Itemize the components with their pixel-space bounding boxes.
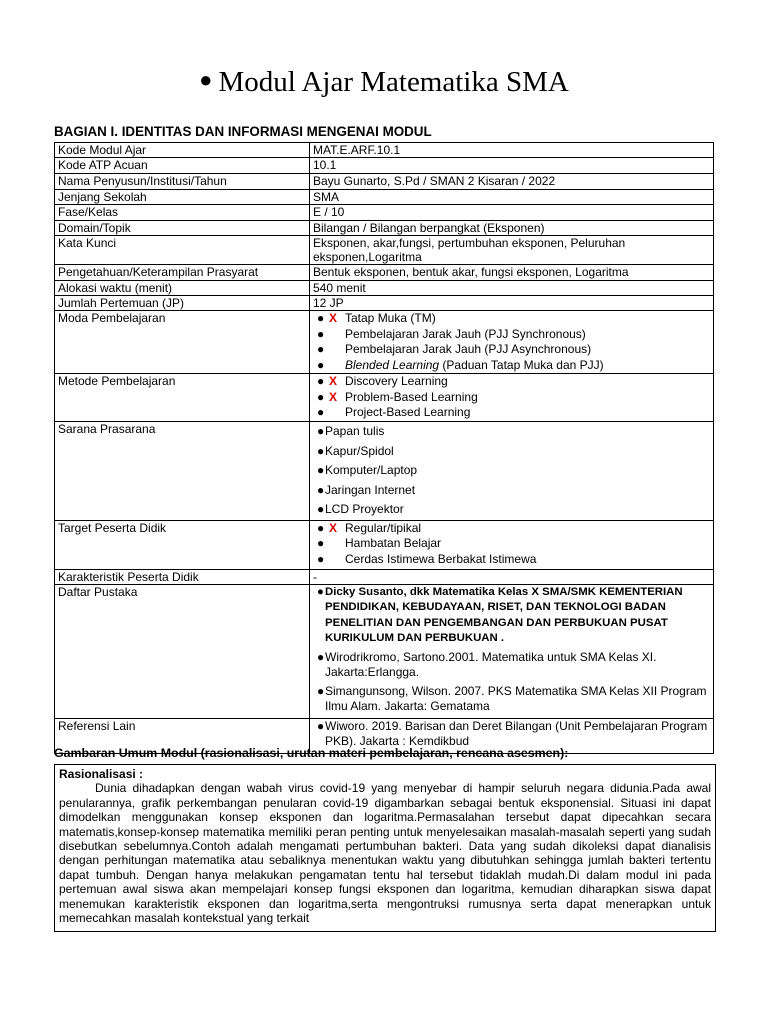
bullet-icon: ● <box>317 718 325 733</box>
row-label: Kata Kunci <box>55 236 310 265</box>
list-item <box>313 521 710 537</box>
row-label: Daftar Pustaka <box>55 584 310 718</box>
rationale-box <box>54 764 716 932</box>
list-item <box>313 585 710 647</box>
table-row <box>55 190 714 205</box>
row-value: Bayu Gunarto, S.Pd / SMAN 2 Kisaran / 2022 <box>310 174 714 190</box>
row-label: Pengetahuan/Keterampilan Prasyarat <box>55 265 310 281</box>
row-label: Target Peserta Didik <box>55 520 310 569</box>
bullet-icon: ● <box>317 424 325 438</box>
table-row <box>55 296 714 311</box>
list-item <box>313 422 710 442</box>
list-item <box>313 358 710 374</box>
row-label: Metode Pembelajaran <box>55 374 310 422</box>
list-item-text: Komputer/Laptop <box>325 463 418 477</box>
list-item <box>313 405 710 421</box>
row-value: E / 10 <box>310 205 714 221</box>
overview-heading: Gambaran Umum Modul (rasionalisasi, urutan materi pembelajaran, rencana asesmen): <box>54 746 569 760</box>
list-item-text: Discovery Learning <box>345 374 448 388</box>
table-row <box>55 520 714 569</box>
page-title <box>0 66 768 99</box>
bullet-icon: ● <box>317 311 325 325</box>
bullet-icon: ● <box>317 463 325 477</box>
section-title: BAGIAN I. IDENTITAS DAN INFORMASI MENGENAI MODUL <box>54 124 432 139</box>
list-item <box>313 552 710 568</box>
row-label: Kode ATP Acuan <box>55 158 310 174</box>
row-value: 540 menit <box>310 281 714 296</box>
table-row <box>55 281 714 296</box>
table-row <box>55 569 714 584</box>
bullet-icon: ● <box>317 649 325 664</box>
row-label: Referensi Lain <box>55 718 310 753</box>
row-value: - <box>310 569 714 584</box>
list-item-text: (Paduan Tatap Muka dan PJJ) <box>439 357 604 372</box>
row-value: Eksponen, akar,fungsi, pertumbuhan eksponen, Peluruhan eksponen,Logaritma <box>310 236 714 265</box>
list-item-text: Jaringan Internet <box>325 482 416 497</box>
list-item-text: Project-Based Learning <box>345 405 471 419</box>
list-item-text: Regular/tipikal <box>345 520 422 535</box>
bullet-icon: ● <box>317 683 325 698</box>
check-mark: X <box>329 374 338 388</box>
table-row <box>55 174 714 190</box>
table-row <box>55 311 714 374</box>
row-label: Jumlah Pertemuan (JP) <box>55 296 310 311</box>
sarana-list <box>313 422 710 520</box>
row-label: Fase/Kelas <box>55 205 310 221</box>
list-item <box>313 684 710 715</box>
list-item <box>313 719 710 750</box>
list-item <box>313 461 710 481</box>
table-row <box>55 143 714 158</box>
list-item <box>313 481 710 501</box>
referensi-list <box>313 719 710 750</box>
row-value <box>310 520 714 569</box>
list-item-italic: Blended Learning <box>345 357 440 372</box>
row-label: Sarana Prasarana <box>55 422 310 521</box>
list-item-text: Tatap Muka (TM) <box>345 311 436 325</box>
check-mark: X <box>329 389 338 404</box>
row-label: Karakteristik Peserta Didik <box>55 569 310 584</box>
bullet-icon: ● <box>317 389 325 404</box>
row-value <box>310 584 714 718</box>
list-item-text: Problem-Based Learning <box>345 389 478 404</box>
bullet-icon: ● <box>317 326 325 341</box>
bullet-icon: ● <box>317 536 325 550</box>
row-value <box>310 422 714 521</box>
row-value: MAT.E.ARF.10.1 <box>310 143 714 158</box>
bullet-icon: ● <box>317 482 325 497</box>
bullet-icon: ● <box>199 67 213 92</box>
row-value <box>310 311 714 374</box>
row-value <box>310 374 714 422</box>
list-item <box>313 500 710 520</box>
row-label: Moda Pembelajaran <box>55 311 310 374</box>
row-value: Bilangan / Bilangan berpangkat (Eksponen) <box>310 221 714 236</box>
table-row <box>55 221 714 236</box>
bullet-icon: ● <box>317 342 325 356</box>
bullet-icon: ● <box>317 357 325 372</box>
row-label: Kode Modul Ajar <box>55 143 310 158</box>
table-row <box>55 584 714 718</box>
list-item-text: Kapur/Spidol <box>325 443 394 458</box>
list-item-text: Dicky Susanto, dkk Matematika Kelas X SMA/SMK KEMENTERIAN PENDIDIKAN, KEBUDAYAAN, RISET, DAN TEKNOLOGI BADAN PENELITIAN DAN PENGEMBANGAN DAN PERBUKUAN PUSAT KURIKULUM DAN PERBUKUAN . <box>325 585 683 644</box>
list-item <box>313 311 710 327</box>
table-row <box>55 158 714 174</box>
row-value: SMA <box>310 190 714 205</box>
target-list <box>313 521 710 568</box>
list-item-text: Wiworo. 2019. Barisan dan Deret Bilangan (Unit Pembelajaran Program PKB). Jakarta : Kemdikbud <box>325 718 708 748</box>
bullet-icon: ● <box>317 374 325 388</box>
row-value: 10.1 <box>310 158 714 174</box>
list-item-text: Pembelajaran Jarak Jauh (PJJ Synchronous) <box>345 326 586 341</box>
list-item-text: Wirodrikromo, Sartono.2001. Matematika untuk SMA Kelas XI. Jakarta:Erlangga. <box>325 649 657 679</box>
list-item <box>313 390 710 406</box>
table-row <box>55 265 714 281</box>
row-value: Bentuk eksponen, bentuk akar, fungsi eksponen, Logaritma <box>310 265 714 281</box>
list-item-text: LCD Proyektor <box>325 502 404 516</box>
list-item-text: Pembelajaran Jarak Jauh (PJJ Asynchronous) <box>345 342 592 356</box>
list-item <box>313 374 710 390</box>
table-row <box>55 422 714 521</box>
bullet-icon: ● <box>317 405 325 419</box>
list-item-text: Hambatan Belajar <box>345 536 442 550</box>
row-label: Nama Penyusun/Institusi/Tahun <box>55 174 310 190</box>
list-item-text: Cerdas Istimewa Berbakat Istimewa <box>345 551 537 566</box>
row-label: Alokasi waktu (menit) <box>55 281 310 296</box>
module-identity-table <box>54 142 714 754</box>
list-item <box>313 536 710 552</box>
bullet-icon: ● <box>317 551 325 566</box>
bullet-icon: ● <box>317 585 324 598</box>
bullet-icon: ● <box>317 502 325 516</box>
row-label: Domain/Topik <box>55 221 310 236</box>
rationale-text: Dunia dihadapkan dengan wabah virus covid-19 yang menyebar di hampir seluruh negara didunia.Pada awal penularannya, grafik perkembangan penularan covid-19 digambarkan sebagai bentuk eksponensial. Situasi ini dapat dimodelkan menggunakan konsep eksponen dan logaritma.Permasalahan tersebut dapat dipecahkan secara matematis,konsep-konsep matematika memiliki peran penting untuk menyelesaikan masalah-masalah seperti yang sudah disebutkan sebelumnya.Contoh adalah mengamati pertumbuhan bakteri. Data yang sudah dikoleksi dapat dianalisis dengan perhitungan matematika atau sebaliknya menentukan waktu yang dibutuhkan sehingga jumlah bakteri tertentu dapat tumbuh. Dengan hanya melakukan pengamatan tentu hal tersebut tidaklah mudah.Di dalam modul ini pada pertemuan awal siswa akan mempelajari konsep fungsi eksponen dan logaritma, kemudian diharapkan siswa dapat menemukan karakteristik eksponen dan logaritma,serta mengontruksi rumusnya serta dapat menerapkan untuk memecahkan masalah kontekstual yang terkait <box>59 781 711 926</box>
list-item <box>313 650 710 681</box>
moda-list <box>313 311 710 373</box>
list-item <box>313 442 710 462</box>
list-item-text: Simangunsong, Wilson. 2007. PKS Matematika SMA Kelas XII Program Ilmu Alam. Jakarta: Gematama <box>325 683 707 713</box>
table-row <box>55 374 714 422</box>
list-item <box>313 342 710 358</box>
row-value: 12 JP <box>310 296 714 311</box>
bullet-icon: ● <box>317 443 325 458</box>
metode-list <box>313 374 710 421</box>
check-mark: X <box>329 311 338 325</box>
pustaka-list <box>313 585 710 715</box>
rationale-title: Rasionalisasi : <box>59 767 144 781</box>
list-item <box>313 327 710 343</box>
check-mark: X <box>329 520 338 535</box>
list-item-text: Papan tulis <box>325 424 385 438</box>
row-label: Jenjang Sekolah <box>55 190 310 205</box>
table-row <box>55 205 714 221</box>
page-title-text: Modul Ajar Matematika SMA <box>218 66 569 98</box>
bullet-icon: ● <box>317 520 325 535</box>
table-row <box>55 236 714 265</box>
